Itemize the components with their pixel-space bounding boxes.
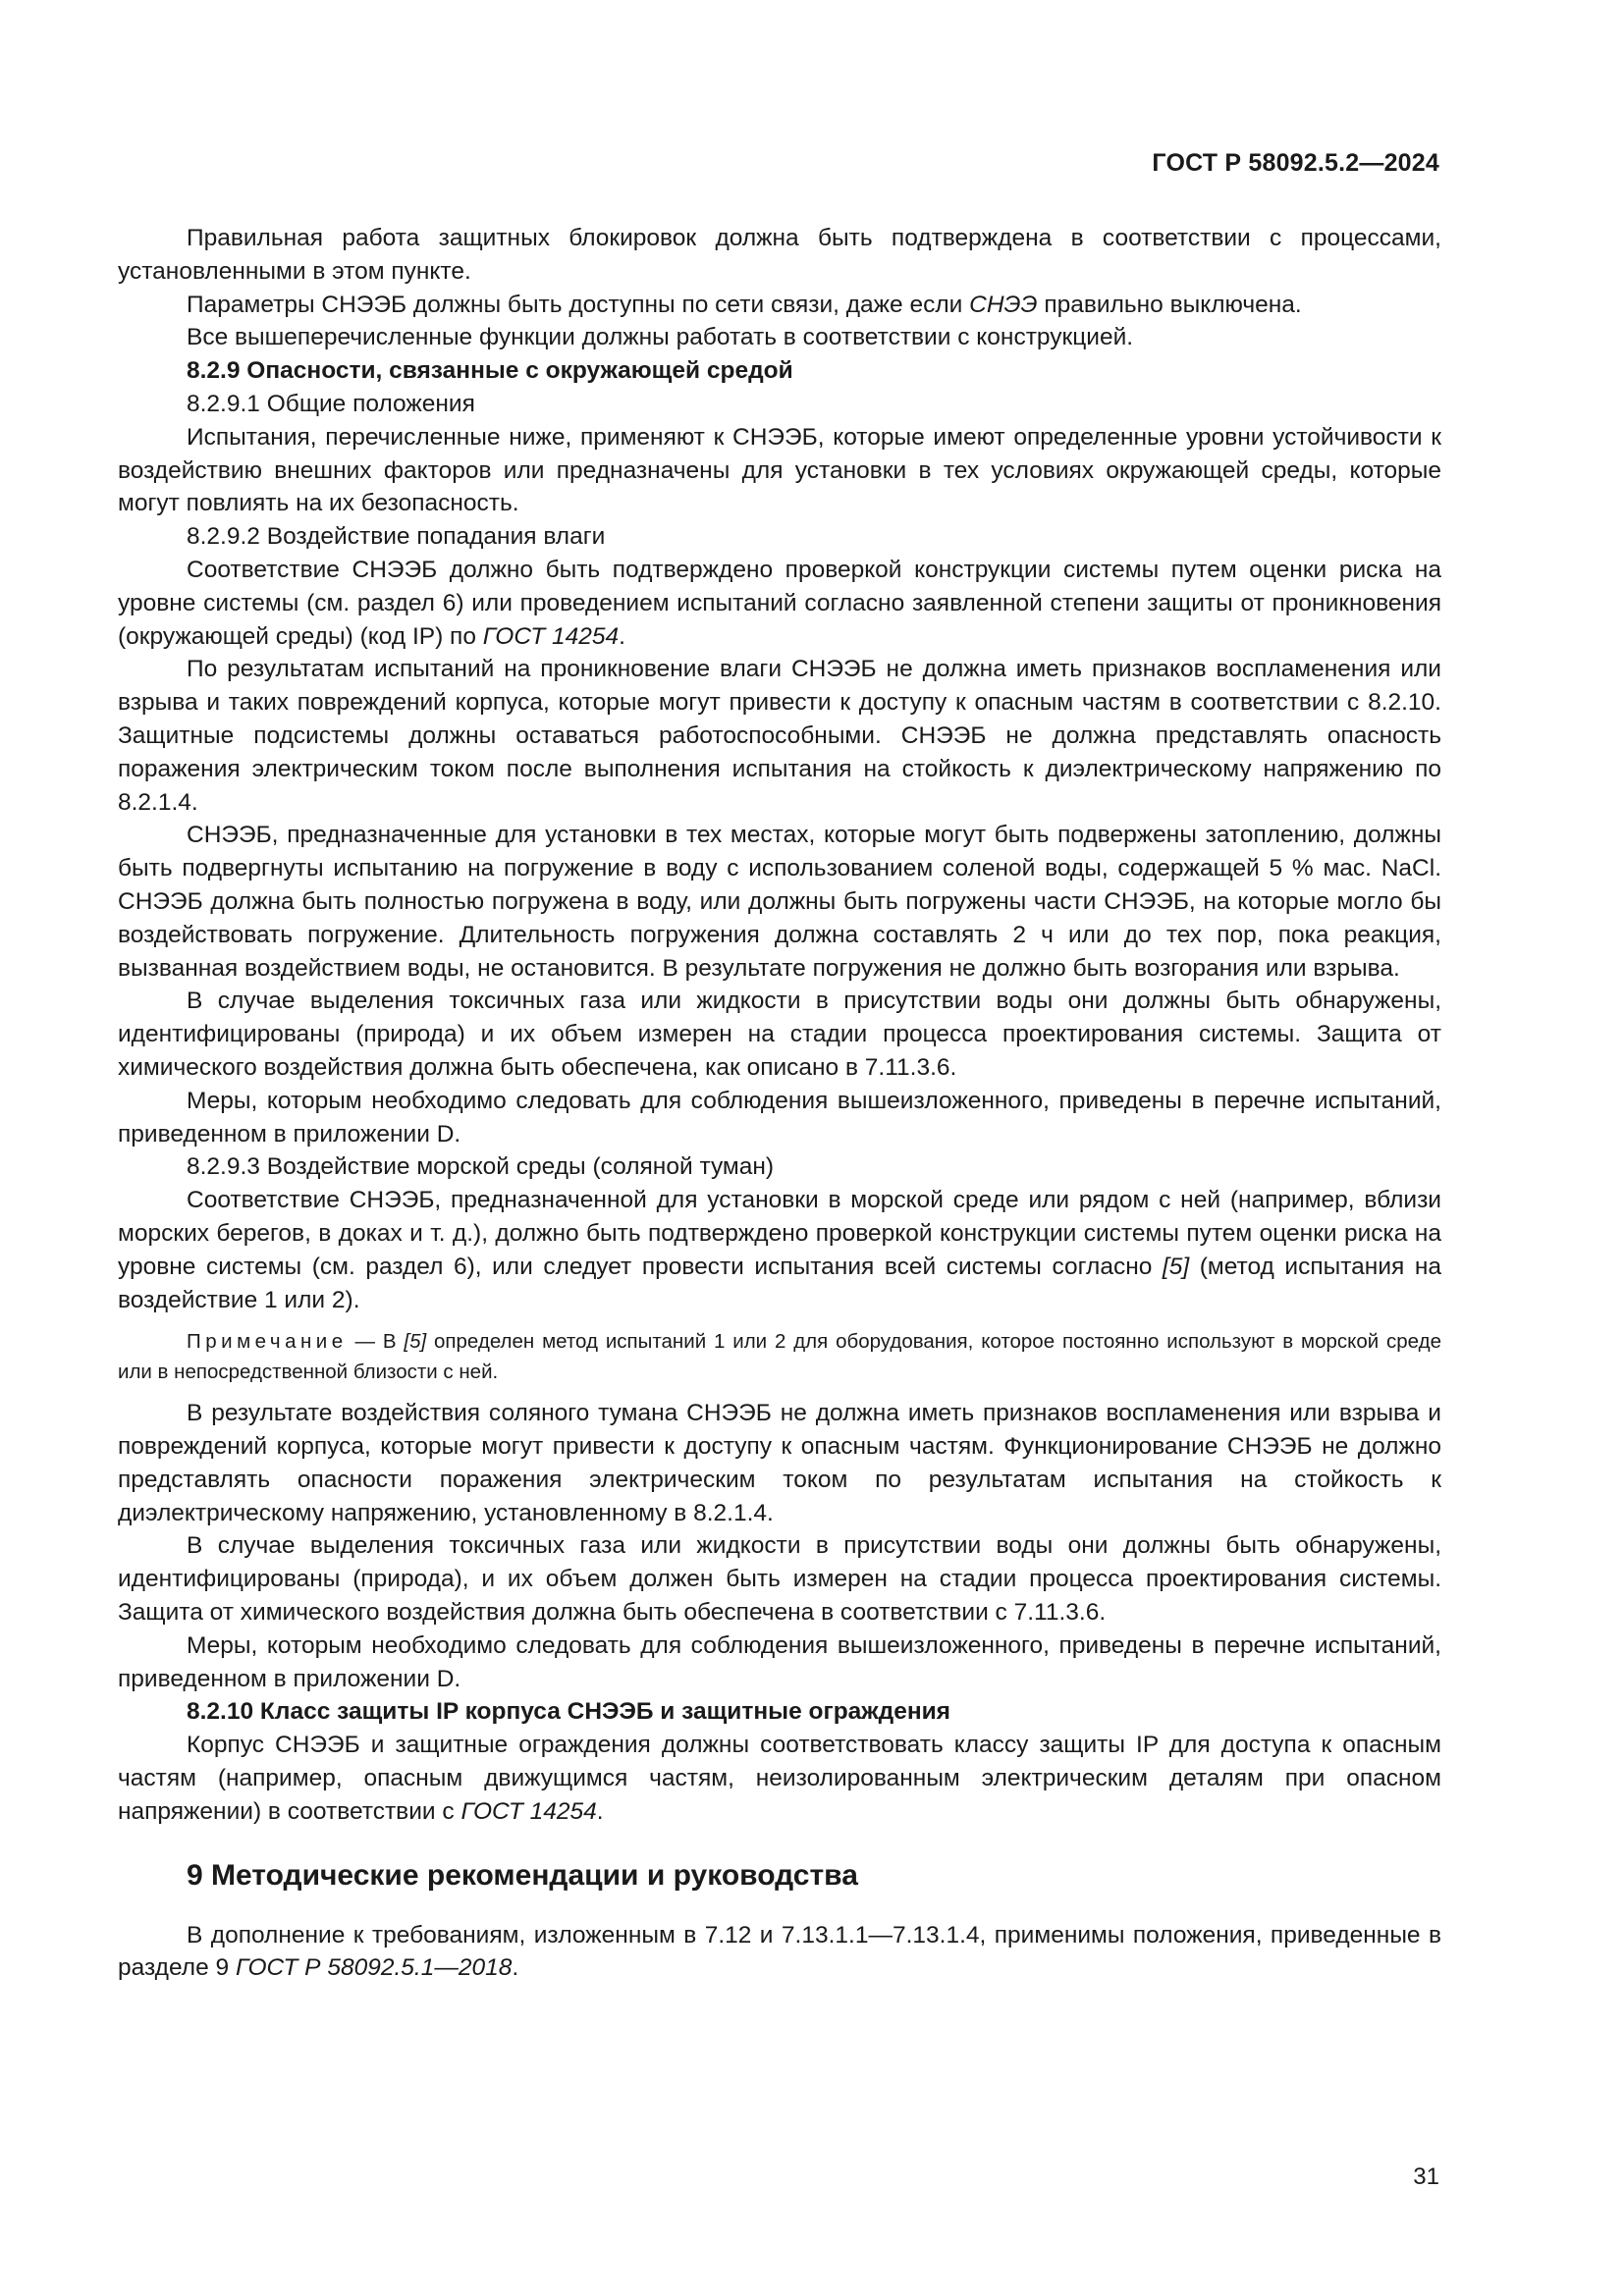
document-code-header: ГОСТ Р 58092.5.2—2024 bbox=[1152, 149, 1439, 177]
subsection-heading-8-2-9-2: 8.2.9.2 Воздействие попадания влаги bbox=[187, 523, 606, 551]
paragraph: Соответствие СНЭЭБ должно быть подтверждено проверкой конструкции системы путем оценки риска на уровне системы (см. раздел 6) или проведением испытаний согласно заявленной степени защиты от проникновения (окружающей среды) (код IP) по ГОСТ 14254. bbox=[118, 556, 1441, 650]
subsection-heading-8-2-9-3: 8.2.9.3 Воздействие морской среды (соляной туман) bbox=[187, 1153, 775, 1181]
paragraph: Корпус СНЭЭБ и защитные ограждения должны соответствовать классу защиты IP для доступа к опасным частям (например, опасным движущимся частям, неизолированным электрическим деталям при опасном напряжении) в соответствии с ГОСТ 14254. bbox=[118, 1732, 1441, 1825]
subsection-heading-8-2-9-1: 8.2.9.1 Общие положения bbox=[187, 390, 475, 417]
paragraph: Параметры СНЭЭБ должны быть доступны по сети связи, даже если СНЭЭ правильно выключена. bbox=[187, 291, 1302, 318]
paragraph: В дополнение к требованиям, изложенным в 7.12 и 7.13.1.1—7.13.1.4, применимы положения, приведенные в разделе 9 ГОСТ Р 58092.5.1—2018. bbox=[118, 1921, 1441, 1982]
section-heading-8-2-9: 8.2.9 Опасности, связанные с окружающей средой bbox=[187, 357, 793, 385]
paragraph: По результатам испытаний на проникновение влаги СНЭЭБ не должна иметь признаков воспламенения или взрыва и таких повреждений корпуса, которые могут привести к доступу к опасным частям в соответствии с 8.2.10. Защитные подсистемы должны оставаться работоспособными. СНЭЭБ не должна представлять опасность поражения электрическим током после выполнения испытания на стойкость к диэлектрическому напряжению по 8.2.1.4. bbox=[118, 656, 1441, 816]
paragraph: В случае выделения токсичных газа или жидкости в присутствии воды они должны быть обнаружены, идентифицированы (природа), и их объем должен быть измерен на стадии процесса проектирования системы. Защита от химического воздействия должна быть обеспечена в соответствии с 7.11.3.6. bbox=[118, 1532, 1441, 1627]
paragraph: Соответствие СНЭЭБ, предназначенной для установки в морской среде или рядом с ней (например, вблизи морских берегов, в доках и т. д.), должно быть подтверждено проверкой конструкции системы путем оценки риска на уровне системы (см. раздел 6), или следует провести испытания всей системы согласно [5] (метод испытания на воздействие 1 или 2). bbox=[118, 1187, 1441, 1313]
paragraph: Все вышеперечисленные функции должны работать в соответствии с конструкцией. bbox=[187, 324, 1134, 351]
note: Примечание — В [5] определен метод испытаний 1 или 2 для оборудования, которое постоянно используют в морской среде или в непосредственной близости с ней. bbox=[118, 1330, 1441, 1384]
section-title-9: 9 Методические рекомендации и руководства bbox=[187, 1858, 858, 1892]
paragraph: В результате воздействия соляного тумана СНЭЭБ не должна иметь признаков воспламенения или взрыва и повреждений корпуса, которые могут привести к доступу к опасным частям. Функционирование СНЭЭБ не должно представлять опасности поражения электрическим током по результатам испытания на стойкость к диэлектрическому напряжению, установленному в 8.2.1.4. bbox=[118, 1400, 1441, 1526]
paragraph: Правильная работа защитных блокировок должна быть подтверждена в соответствии с процессами, установленными в этом пункте. bbox=[118, 225, 1441, 285]
page-number: 31 bbox=[1413, 2163, 1439, 2190]
paragraph: Меры, которым необходимо следовать для соблюдения вышеизложенного, приведены в перечне испытаний, приведенном в приложении D. bbox=[118, 1087, 1441, 1148]
paragraph: Испытания, перечисленные ниже, применяют к СНЭЭБ, которые имеют определенные уровни устойчивости к воздействию внешних факторов или предназначены для установки в тех условиях окружающей среды, которые могут повлиять на их безопасность. bbox=[118, 423, 1441, 517]
paragraph: Меры, которым необходимо следовать для соблюдения вышеизложенного, приведены в перечне испытаний, приведенном в приложении D. bbox=[118, 1631, 1441, 1692]
document-body bbox=[118, 222, 1441, 1985]
note-label: Примечание bbox=[187, 1330, 348, 1354]
paragraph: СНЭЭБ, предназначенные для установки в тех местах, которые могут быть подвержены затоплению, должны быть подвергнуты испытанию на погружение в воду с использованием соленой воды, содержащей 5 % мас. NaCl. СНЭЭБ должна быть полностью погружена в воду, или должны быть погружены части СНЭЭБ, на которые могло бы воздействовать погружение. Длительность погружения должна составлять 2 ч или до тех пор, пока реакция, вызванная воздействием воды, не остановится. В результате погружения не должно быть возгорания или взрыва. bbox=[118, 822, 1441, 982]
paragraph: В случае выделения токсичных газа или жидкости в присутствии воды они должны быть обнаружены, идентифицированы (природа) и их объем измерен на стадии процесса проектирования системы. Защита от химического воздействия должна быть обеспечена, как описано в 7.11.3.6. bbox=[118, 988, 1441, 1081]
section-heading-8-2-10: 8.2.10 Класс защиты IP корпуса СНЭЭБ и защитные ограждения bbox=[187, 1698, 950, 1726]
